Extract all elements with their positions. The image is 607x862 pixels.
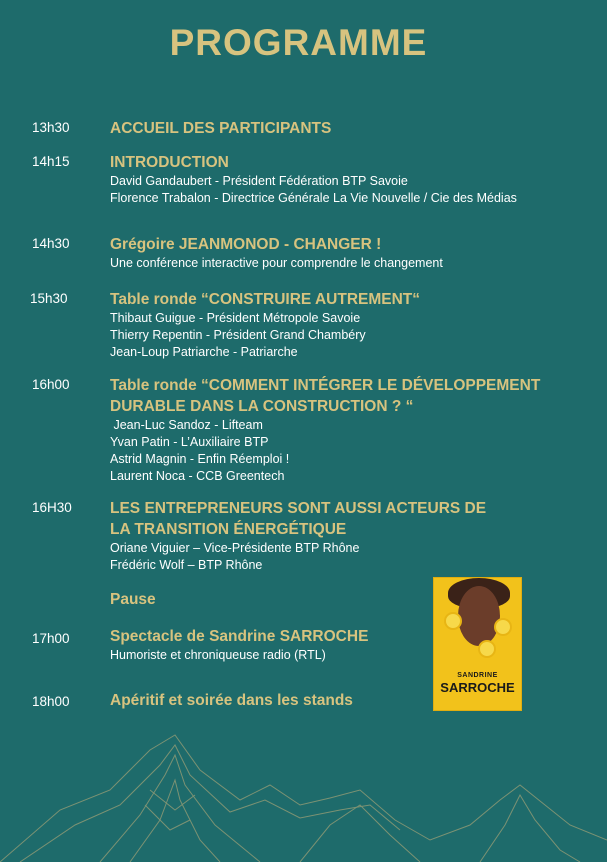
item-headline: INTRODUCTION bbox=[110, 154, 229, 171]
item-headline: Table ronde “COMMENT INTÉGRER LE DÉVELOPPEMENT bbox=[110, 377, 541, 394]
item-headline: Apéritif et soirée dans les stands bbox=[110, 692, 353, 709]
item-time: 15h30 bbox=[30, 291, 68, 306]
item-detail: Oriane Viguier – Vice-Présidente BTP Rhône bbox=[110, 541, 360, 555]
item-headline: Pause bbox=[110, 591, 156, 608]
item-detail: Florence Trabalon - Directrice Générale La Vie Nouvelle / Cie des Médias bbox=[110, 191, 517, 205]
item-time: 13h30 bbox=[32, 120, 70, 135]
flower-icon bbox=[444, 612, 462, 630]
item-time: 16h00 bbox=[32, 377, 70, 392]
item-headline: DURABLE DANS LA CONSTRUCTION ? “ bbox=[110, 398, 414, 415]
item-time: 18h00 bbox=[32, 694, 70, 709]
item-time: 14h15 bbox=[32, 154, 70, 169]
item-time: 17h00 bbox=[32, 631, 70, 646]
item-detail: Une conférence interactive pour comprendre le changement bbox=[110, 256, 443, 270]
item-detail: David Gandaubert - Président Fédération BTP Savoie bbox=[110, 174, 408, 188]
item-headline: Grégoire JEANMONOD - CHANGER ! bbox=[110, 236, 382, 253]
item-time: 14h30 bbox=[32, 236, 70, 251]
item-detail: Frédéric Wolf – BTP Rhône bbox=[110, 558, 263, 572]
item-detail: Thibaut Guigue - Président Métropole Savoie bbox=[110, 311, 361, 325]
item-headline: LA TRANSITION ÉNERGÉTIQUE bbox=[110, 521, 347, 538]
poster-lastname: SARROCHE bbox=[440, 680, 515, 695]
poster-portrait bbox=[458, 586, 500, 646]
item-detail: Jean-Loup Patriarche - Patriarche bbox=[110, 345, 298, 359]
poster-firstname: SANDRINE bbox=[457, 672, 498, 679]
page-title: PROGRAMME bbox=[169, 22, 428, 63]
show-poster-image bbox=[433, 577, 522, 711]
mountain-decoration-icon bbox=[0, 730, 607, 862]
flower-icon bbox=[494, 618, 512, 636]
item-detail: Astrid Magnin - Enfin Réemploi ! bbox=[110, 452, 290, 466]
item-detail: Thierry Repentin - Président Grand Chambéry bbox=[110, 328, 366, 342]
item-detail: Yvan Patin - L’Auxiliaire BTP bbox=[110, 435, 269, 449]
item-headline: Table ronde “CONSTRUIRE AUTREMENT“ bbox=[110, 291, 421, 308]
item-detail: Humoriste et chroniqueuse radio (RTL) bbox=[110, 648, 326, 662]
item-detail: Jean-Luc Sandoz - Lifteam bbox=[110, 418, 263, 432]
flower-icon bbox=[478, 640, 496, 658]
item-headline: Spectacle de Sandrine SARROCHE bbox=[110, 628, 369, 645]
item-detail: Laurent Noca - CCB Greentech bbox=[110, 469, 285, 483]
item-headline: LES ENTREPRENEURS SONT AUSSI ACTEURS DE bbox=[110, 500, 487, 517]
item-headline: ACCUEIL DES PARTICIPANTS bbox=[110, 120, 332, 137]
item-time: 16H30 bbox=[32, 500, 72, 515]
